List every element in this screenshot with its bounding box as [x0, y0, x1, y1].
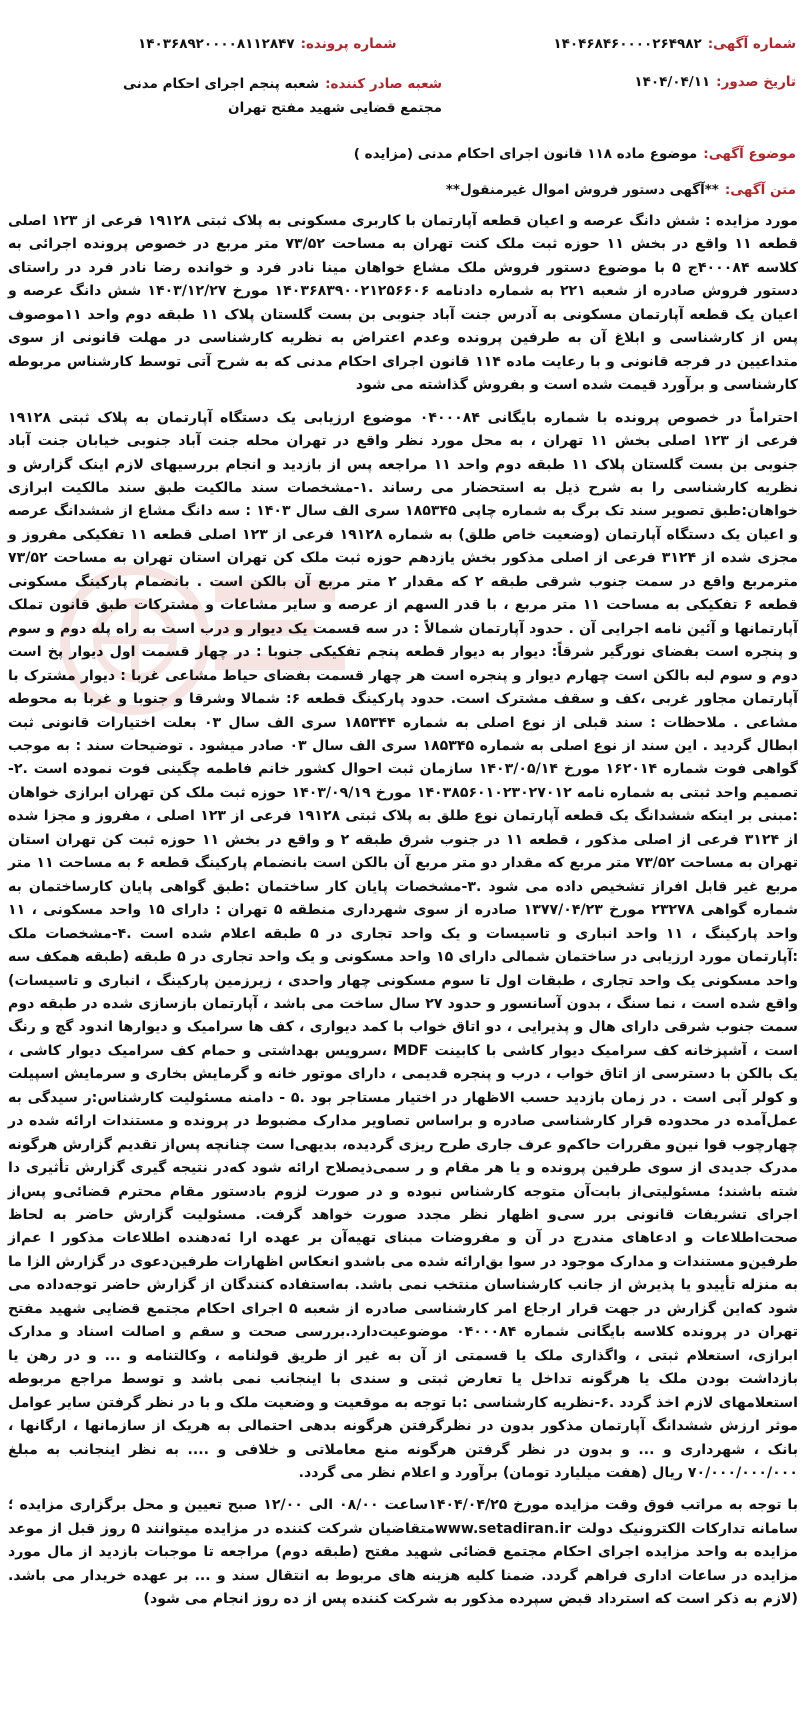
- ad-subject: [10, 146, 796, 162]
- paragraph-auction-item: مورد مزایده : شش دانگ عرصه و اعیان قطعه آپارتمان با کاربری مسکونی به پلاک ثبتی ۱۹۱۲۸ فرعی از ۱۲۳ اصلی قطعه ۱۱ واقع در بخش ۱۱ حوزه ثبت ملک کنت تهران به مساحت ۷۳/۵۲ متر مربع در خصوص پرونده اجرائی به کلاسه ۴۰۰۰۸۴ج ۵ با موضوع دستور فروش ملک مشاع خواهان مینا نادر فرد و خوانده رضا نادر فرد در راستای دستور فروش صادره از شعبه ۲۲۱ به شماره دادنامه ۱۴۰۳۶۸۳۹۰۰۲۱۲۵۶۶۰۶ مورخ ۱۴۰۳/۱۲/۲۷ شش دانگ عرصه و اعیان یک قطعه آپارتمان مسکونی به آدرس جنت آباد جنوبی بن بست گلستان پلاک ۱۱ طبقه دوم واحد ۱۱موصوف پس از کارشناسی و ابلاغ آن به طرفین پرونده وعدم اعتراض به نظریه کارشناسی در مهلت قانونی از سوی متداعیین در فرجه قانونی و با رعایت ماده ۱۱۴ قانون اجرای احکام مدنی که به شرح آتی توسط کارشناس مربوطه کارشناسی و برآورد قیمت شده است و بفروش گذاشته می شود: [8, 213, 798, 394]
- header-row-2: [10, 72, 796, 120]
- ad-subject-label: موضوع آگهی:: [703, 146, 796, 162]
- issue-date-value: ۱۴۰۴/۰۴/۱۱: [634, 74, 711, 90]
- branch-field: [82, 72, 442, 120]
- ad-number-value: ۱۴۰۴۶۸۴۶۰۰۰۰۲۶۴۹۸۲: [553, 36, 702, 52]
- notice-body: [8, 210, 798, 1621]
- case-number-field: [138, 34, 397, 54]
- branch-label: شعبه صادر کننده:: [325, 76, 442, 92]
- paragraph-expert-report: احتراماً در خصوص پرونده با شماره بایگانی ۰۴۰۰۰۸۴ موضوع ارزیابی یک دستگاه آپارتمان به پلاک ثبتی ۱۹۱۲۸ فرعی از ۱۲۳ اصلی بخش ۱۱ تهران ، به محل مورد نظر واقع در تهران محله جنت آباد جنوبی خیابان جنت آباد جنوبی بن بست گلستان پلاک ۱۱ طبقه دوم واحد ۱۱ مراجعه پس از بازدید و انجام بررسیهای لازم اینک گزارش و نظریه کارشناسی را به شرح ذیل به استحضار می رساند .۱-مشخصات سند مالکیت طبق سند مالکیت ابرازی خواهان:طبق تصویر سند تک برگ به شماره چاپی ۱۸۵۳۴۵ سری الف سال ۱۴۰۳ : سه دانگ مشاع از ششدانگ عرصه و اعیان یک دستگاه آپارتمان (وضعیت خاص طلق) به شماره ۱۹۱۲۸ فرعی از ۱۲۳ اصلی قطعه ۱۱ تفکیکی مفروز و مجزی شده از ۳۱۲۴ فرعی از اصلی مذکور بخش یازدهم حوزه ثبت ملک کن تهران استان تهران به مساحت ۷۳/۵۲ مترمربع واقع در سمت جنوب شرقی طبقه ۲ که مقدار ۲ متر مربع آن بالکن است . بانضمام پارکینگ مسکونی قطعه ۶ تفکیکی به مساحت ۱۱ متر مربع ، با قدر السهم از عرصه و سایر مشاعات و مشترکات طبق قانون تملک آپارتمانها و آئین نامه اجرایی آن . حدود آپارتمان شمالاً : در سه قسمت یک دیوار و درب است به راه پله دوم و سوم و پنجره است بفضای نورگیر شرقاً: دیوار به دیوار قطعه پنجم تفکیکی جنوبا : در چهار قسمت اول دیوار پخ است دوم و سوم لبه بالکن است چهارم دیوار و پنجره است هر چهار قسمت بفضای حیاط مشاعی غربا : دیوار مشترک با آپارتمان مجاور غربی ،کف و سقف مشترک است. حدود پارکینگ قطعه ۶: شمالا وشرقا و جنوبا و غربا به محوطه مشاعی . ملاحظات : سند قبلی از نوع اصلی به شماره ۱۸۵۳۴۴ سری الف سال ۰۳ بعلت اختیارات قانونی ثبت ابطال گردید . این سند از نوع اصلی به شماره ۱۸۵۳۴۵ سری الف سال ۰۳ صادر میشود . توضیحات سند : به موجب گواهی فوت شماره ۱۶۲۰۱۴ مورخ ۱۴۰۳/۰۵/۱۴ سازمان ثبت احوال کشور خانم فاطمه چگینی فوت نموده است .۲-تصمیم واحد ثبتی به شماره نامه ۱۴۰۳۸۵۶۰۱۰۲۳۰۲۷۰۱۲ مورخ ۱۴۰۳/۰۹/۱۹ حوزه ثبت ملک کن تهران ابرازی خواهان :مبنی بر اینکه ششدانگ یک قطعه آپارتمان نوع طلق به پلاک ثبتی ۱۹۱۲۸ فرعی از ۱۲۳ اصلی ، مفروز و مجزا شده از ۳۱۲۴ فرعی از اصلی مذکور ، قطعه ۱۱ در جنوب شرق طبقه ۲ و واقع در بخش ۱۱ حوزه ثبت کن تهران استان تهران به مساحت ۷۳/۵۲ متر مربع که مقدار دو متر مربع آن بالکن است بانضمام پارکینگ قطعه ۶ به مساحت ۱۱ متر مربع غیر قابل افراز تشخیص داده می شود .۳-مشخصات پایان کار ساختمان :طبق گواهی پایان کارساختمان به شماره گواهی ۲۳۲۷۸ مورخ ۱۳۷۷/۰۴/۲۳ صادره از سوی شهرداری منطقه ۵ تهران : دارای ۱۵ واحد مسکونی ، ۱۱ واحد پارکینگ ، ۱۱ واحد انباری و تاسیسات و یک واحد تجاری در ۵ طبقه اعلام شده است .۴-مشخصات ملک :آپارتمان مورد ارزیابی در ساختمان شمالی دارای ۱۵ واحد مسکونی و یک واحد تجاری در ۵ طبقه (طبقه همکف سه واحد مسکونی یک واحد تجاری ، طبقات اول تا سوم مسکونی چهار واحدی ، زیرزمین پارکینگ ، انباری و تاسیسات) واقع شده است ، نما سنگ ، بدون آسانسور و حدود ۲۷ سال ساخت می باشد ، آپارتمان بازسازی شده در طبقه دوم سمت جنوب شرقی دارای هال و پذیرایی ، دو اتاق خواب با کمد دیواری ، کف ها سرامیک و دیوارها اندود گچ و رنگ است ، آشپزخانه کف سرامیک دیوار کاشی با کابینت MDF ،سرویس بهداشتی و حمام کف سرامیک دیوار کاشی ، یک بالکن با دسترسی از اتاق خواب ، درب و پنجره قدیمی ، دارای موتور خانه و گرمایش بخاری و سرمایش اسپیلت و کولر آبی است . در زمان بازدید حسب الاظهار در اختیار مستاجر بود .۵ - دامنه مسئولیت کارشناس:ر سیدگی به عمل‌آمده در محدوده قرار کارشناسی صادره و براساس تصاویر مدارک مضبوط در پرونده و مستندات ارائه شده در چهارچوب قوا نین‌و مقررات حاکم‌و عرف جاری طرح ریزی گردیده، بدیهی‌ا ست چنانچه پس‌از تقدیم گزارش هرگونه مدرک جدیدی از سوی طرفین پرونده و یا هر مقام و ر سمی‌ذیصلاح ارائه شود که‌در نتیجه گیری گزارش تأثیری دا شته باشند؛ مسئولیتی‌از بابت‌آن متوجه کارشناس نبوده و در صورت لزوم بادستور مقام محترم قضائی‌و پس‌از اجرای تشریفات قانونی برر سی‌و اظهار نظر مجدد صورت خواهد گرفت. مسئولیت گزارش حاضر به لحاظ صحت‌اطلاعات و ادعاهای مندرج در آن و مفروضات مبنای تهیه‌آن بر عهده ارا ئه‌دهنده اطلاعات مذکور ا عم‌از طرفین‌و مستندات و مدارک موجود در سوا بق‌ارائه شده می باشدو انعکاس اظهارات طرفین‌دعوی در گزارش الزا ما به منزله تأییدو یا پذیرش از جانب کارشناسان منتخب نمی باشد. به‌استفاده کنندگان از گزارش حاضر توجه‌داده می شود که‌این گزارش در جهت قرار ارجاع امر کارشناسی صادره از شعبه ۵ اجرای احکام مجتمع قضایی شهید مفتح تهران در پرونده کلاسه بایگانی شماره ۰۴۰۰۰۸۴ موضوعیت‌دارد.بررسی صحت و سقم و اصالت اسناد و مدارک ابرازی، استعلام ثبتی ، واگذاری ملک یا قسمتی از آن به غیر از طریق قولنامه ، وکالتنامه و ... و در رهن یا بازداشت بودن ملک یا هرگونه تداخل یا تعارض ثبتی و سندی با اینجانب نمی باشد و توسط مراجع مربوطه استعلامهای لازم اخذ گردد .۶-نظریه کارشناسی :با توجه به موقعیت و وضعیت ملک و با در نظر گرفتن سایر عوامل موثر ارزش ششدانگ آپارتمان مذکور بدون در نظرگرفتن هرگونه بدهی احتمالی به هریک از سازمانها ، ارگانها ، بانک ، شهرداری و ... و بدون در نظر گرفتن هرگونه منع معاملاتی و خلافی و .... به نظر اینجانب به مبلغ ۷۰/۰۰۰/۰۰۰/۰۰۰ ریال (هفت میلیارد تومان) برآورد و اعلام نظر می گردد.: [8, 409, 799, 1482]
- ad-number-label: شماره آگهی:: [707, 36, 796, 52]
- issue-date-label: تاریخ صدور:: [716, 74, 796, 90]
- ad-text-title: **آگهی دستور فروش اموال غیرمنقول**: [445, 182, 719, 198]
- case-number-label: شماره پرونده:: [300, 36, 397, 52]
- case-number-value: ۱۴۰۳۶۸۹۲۰۰۰۰۸۱۱۲۸۴۷: [138, 36, 295, 52]
- ad-subject-value: موضوع ماده ۱۱۸ قانون اجرای احکام مدنی (مزایده ): [353, 146, 698, 162]
- ad-text-label: متن آگهی:: [724, 182, 796, 198]
- paragraph-auction-schedule: با توجه به مراتب فوق وقت مزایده مورخ ۱۴۰۴/۰۴/۲۵ساعت ۰۸/۰۰ الی ۱۲/۰۰ صبح تعیین و محل برگزاری مزایده ؛سامانه تدارکات الکترونیک دولت www.setadiran.irمتقاضیان شرکت کننده در مزایده میتوانند ۵ روز قبل از موعد مزایده به واحد مزایده اجرای احکام مجتمع قضائی شهید مفتح (طبقه دوم) مراجعه تا موجبات بازدید از مال مورد مزایده در ساعات اداری فراهم گردد. ضمنا کلیه هزینه های مربوط به انتقال سند و ... بر عهده خریدار می باشد.(لازم به ذکر است که استرداد قبض سپرده مذکور به شرکت کننده پس از ده روز انجام می شود): [8, 1497, 799, 1608]
- issue-date-field: [634, 72, 796, 92]
- ad-number-field: [553, 34, 796, 54]
- branch-value: شعبه پنجم اجرای احکام مدنی مجتمع قضایی شهید مفتح تهران: [123, 76, 442, 116]
- header-row-1: [10, 34, 796, 54]
- ad-text-heading: [10, 182, 796, 198]
